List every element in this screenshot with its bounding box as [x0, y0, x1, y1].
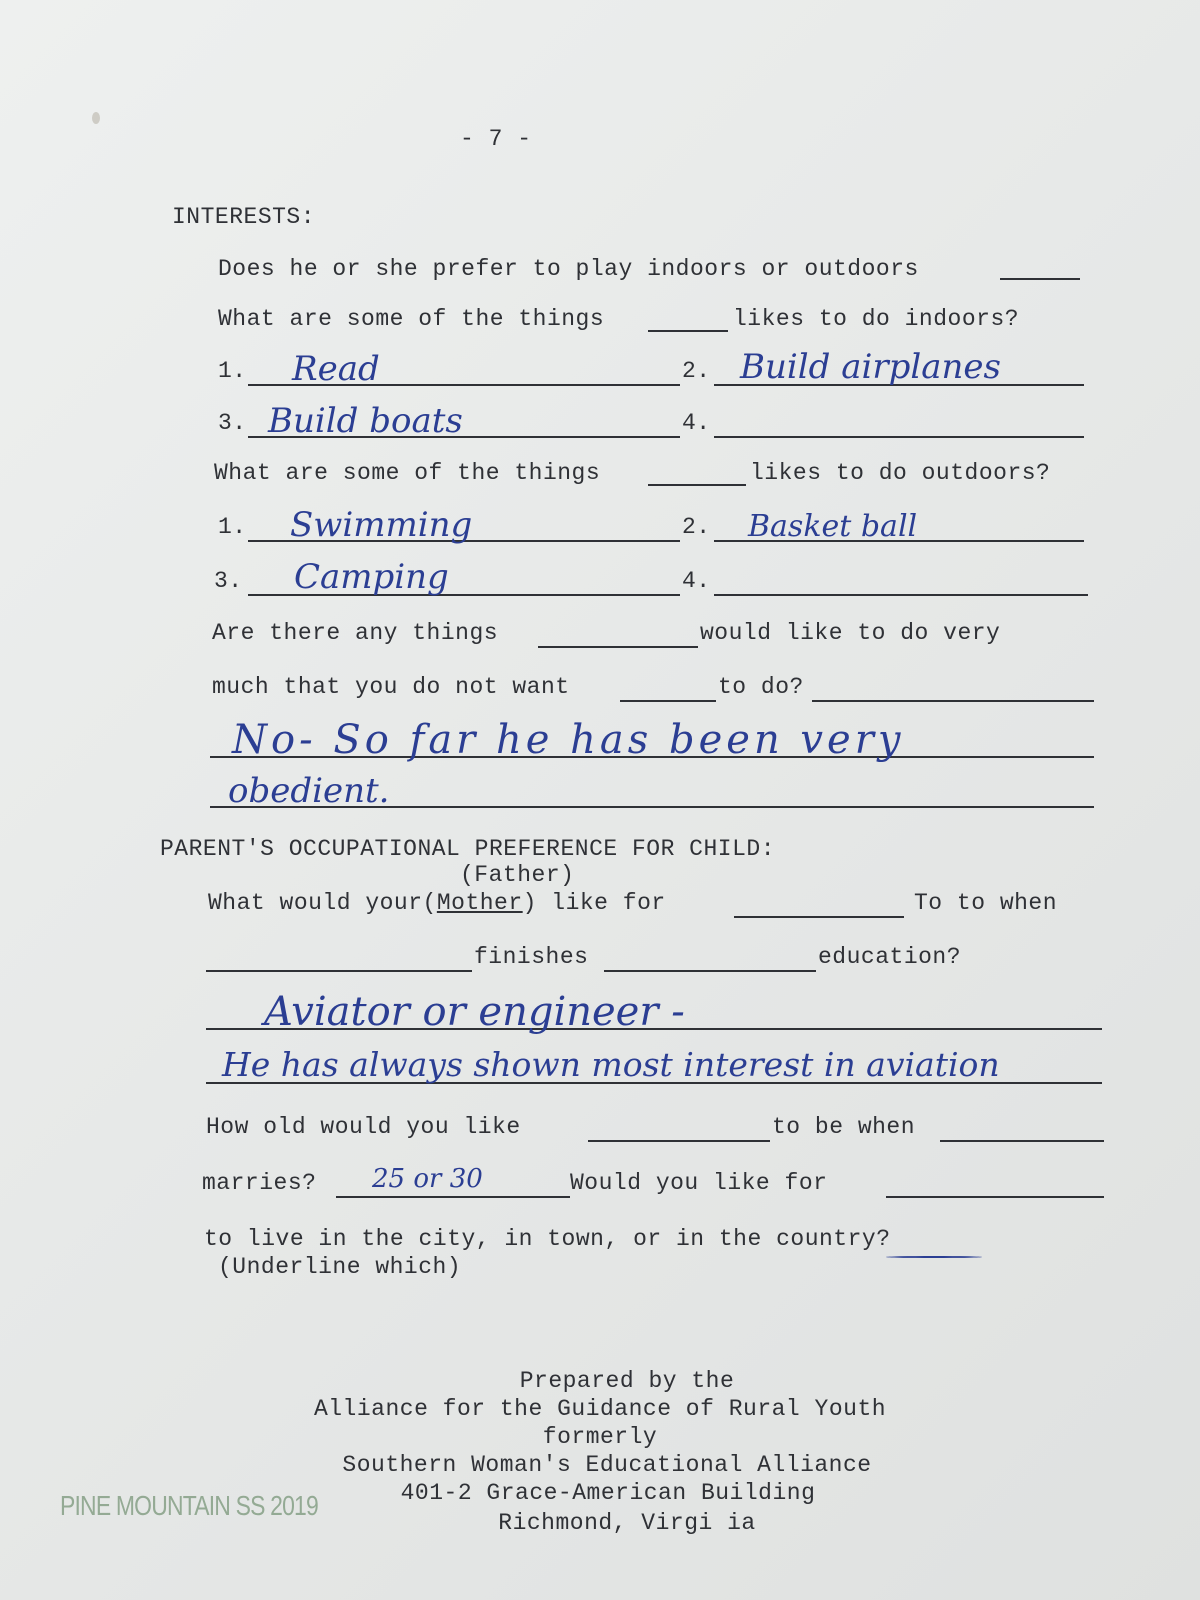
item-number: 4.	[682, 410, 711, 436]
name-blank[interactable]	[604, 970, 816, 972]
question-things-line2: much that you do not want	[212, 674, 570, 700]
handwritten-answer: Camping	[294, 557, 449, 597]
question-things-line1: Are there any things	[212, 620, 499, 646]
age-question: How old would you like	[206, 1114, 521, 1140]
underline-note: (Underline which)	[218, 1254, 462, 1280]
page-number: - 7 -	[460, 126, 532, 152]
footer-line: Alliance for the Guidance of Rural Youth	[313, 1396, 887, 1422]
handwritten-answer: Build boats	[268, 401, 463, 441]
name-blank[interactable]	[620, 700, 716, 702]
item-number: 1.	[218, 514, 247, 540]
marries-label: marries?	[202, 1170, 317, 1196]
education-label: education?	[818, 944, 962, 970]
question-outdoors-end: likes to do outdoors?	[750, 460, 1051, 486]
name-blank[interactable]	[886, 1196, 1104, 1198]
name-blank[interactable]	[648, 330, 728, 332]
item-number: 3.	[218, 410, 247, 436]
occupation-question-end: To to when	[914, 890, 1058, 916]
age-question-mid: to be when	[772, 1114, 916, 1140]
handwritten-answer: Read	[292, 349, 380, 389]
watermark: PINE MOUNTAIN SS 2019	[60, 1490, 318, 1521]
finishes-label: finishes	[474, 944, 589, 970]
footer-line: 401-2 Grace-American Building	[400, 1480, 816, 1506]
father-label: (Father)	[460, 862, 575, 888]
answer-line[interactable]	[714, 594, 1088, 596]
question-indoors: What are some of the things	[218, 306, 605, 332]
live-options-text: to live in the city, in town, or in the	[204, 1226, 777, 1252]
answer-blank[interactable]	[1000, 278, 1080, 280]
handwritten-answer: Aviator or engineer -	[264, 989, 685, 1035]
handwritten-answer: Swimming	[290, 505, 473, 545]
footer-line: Richmond, Virgi ia	[498, 1510, 756, 1536]
question-things-line2-end: to do?	[718, 674, 804, 700]
question-text: What would your(	[208, 890, 437, 916]
footer-line: Prepared by the	[519, 1368, 735, 1394]
live-options	[204, 1226, 891, 1252]
question-outdoors: What are some of the things	[214, 460, 601, 486]
handwritten-answer: 25 or 30	[372, 1164, 483, 1194]
question-mark: ?	[876, 1226, 891, 1252]
question-text: ) like for	[522, 890, 666, 916]
item-number: 1.	[218, 358, 247, 384]
question-things-line1-end: would like to do very	[700, 620, 1001, 646]
handwritten-answer: Build airplanes	[740, 347, 1001, 387]
country-option[interactable]: country	[776, 1226, 877, 1252]
name-blank[interactable]	[206, 970, 472, 972]
occupation-question-line1	[208, 890, 666, 916]
footer-line: formerly	[542, 1424, 658, 1450]
interests-heading: INTERESTS:	[172, 204, 316, 230]
name-blank[interactable]	[734, 916, 904, 918]
item-number: 2.	[682, 514, 711, 540]
name-blank[interactable]	[588, 1140, 770, 1142]
handwritten-answer: He has always shown most interest in aviation	[222, 1045, 1000, 1084]
item-number: 4.	[682, 568, 711, 594]
item-number: 3.	[214, 568, 243, 594]
mother-underlined: Mother	[436, 890, 523, 916]
handwritten-answer: Basket ball	[748, 509, 918, 544]
handwritten-answer: obedient.	[228, 771, 390, 811]
name-blank[interactable]	[940, 1140, 1104, 1142]
handwritten-answer: No- So far he has been very	[232, 717, 905, 763]
answer-line[interactable]	[714, 436, 1084, 438]
question-indoor-outdoor: Does he or she prefer to play indoors or outdoors	[218, 256, 919, 282]
name-blank[interactable]	[648, 484, 746, 486]
answer-line[interactable]	[336, 1196, 570, 1198]
item-number: 2.	[682, 358, 711, 384]
paper-stain	[92, 112, 100, 124]
footer-line: Southern Woman's Educational Alliance	[342, 1452, 872, 1478]
answer-blank[interactable]	[812, 700, 1094, 702]
handwritten-underline	[886, 1256, 982, 1258]
occupation-heading: PARENT'S OCCUPATIONAL PREFERENCE FOR CHILD:	[160, 836, 775, 862]
name-blank[interactable]	[538, 646, 698, 648]
question-indoors-end: likes to do indoors?	[733, 306, 1020, 332]
live-question: Would you like for	[570, 1170, 828, 1196]
